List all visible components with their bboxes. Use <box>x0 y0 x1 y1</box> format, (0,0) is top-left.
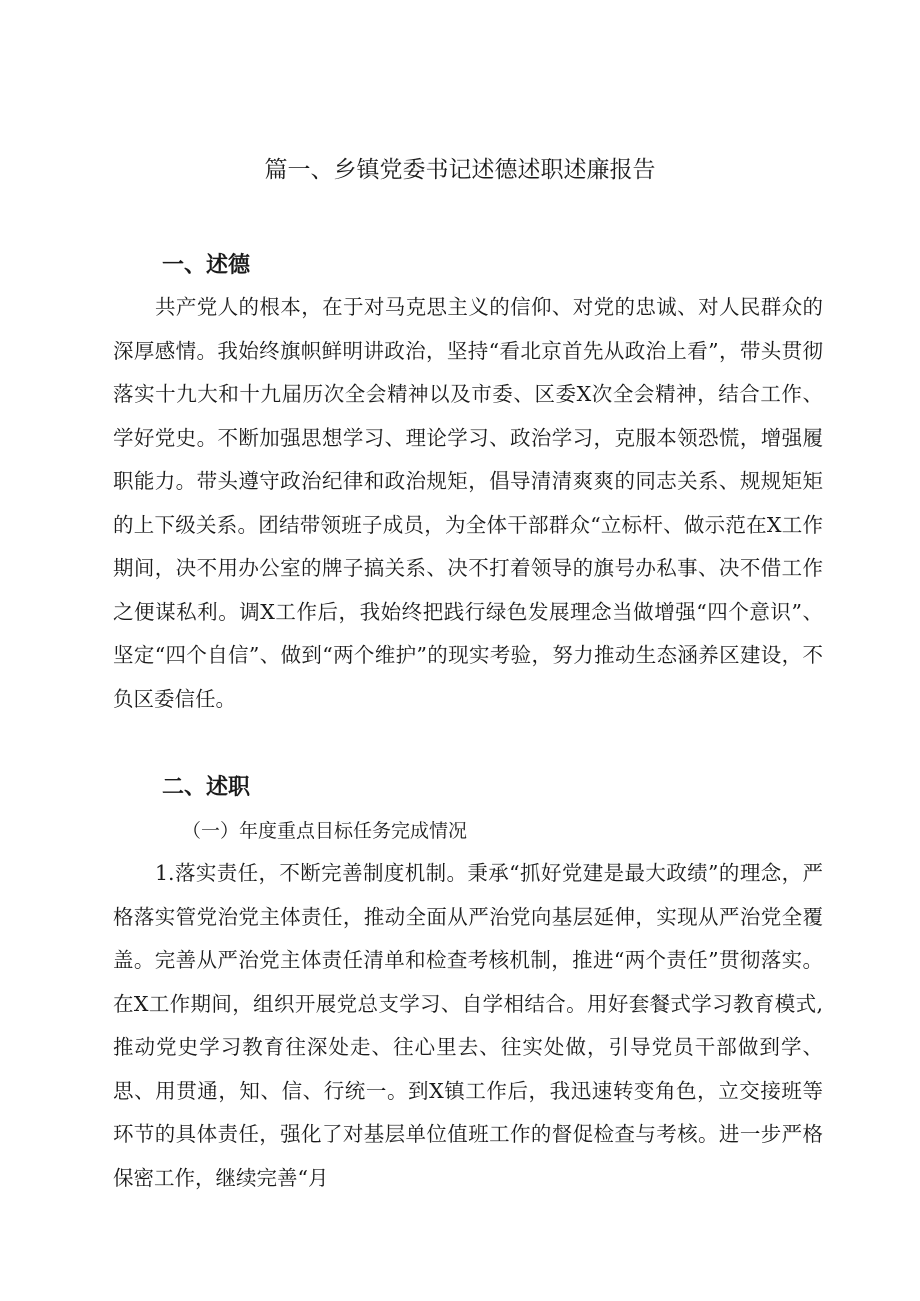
document-title: 篇一、乡镇党委书记述德述职述廉报告 <box>264 157 656 183</box>
section-paragraph-morality: 共产党人的根本，在于对马克思主义的信仰、对党的忠诚、对人民群众的深厚感情。我始终旗帜鲜明讲政治，坚持“看北京首先从政治上看”，带头贯彻落实十九大和十九届历次全会精神以及市委、区委X次全会精神，结合工作、学好党史。不断加强思想学习、理论学习、政治学习，克服本领恐慌，增强履职能力。带头遵守政治纪律和政治规矩，倡导清清爽爽的同志关系、规规矩矩的上下级关系。团结带领班子成员，为全体干部群众“立标杆、做示范在X工作期间，决不用办公室的牌子搞关系、决不打着领导的旗号办私事、决不借工作之便谋私利。调X工作后，我始终把践行绿色发展理念当做增强“四个意识”、坚定“四个自信”、做到“两个维护”的现实考验，努力推动生态涵养区建设，不负区委信任。 <box>113 295 823 711</box>
section-heading-duty: 二、述职 <box>162 775 251 800</box>
section-paragraph-duty: 1.落实责任，不断完善制度机制。秉承“抓好党建是最大政绩”的理念，严格落实管党治党主体责任，推动全面从严治党向基层延伸，实现从严治党全覆盖。完善从严治党主体责任清单和检查考核机制，推进“两个责任”贯彻落实。在X工作期间，组织开展党总支学习、自学相结合。用好套餐式学习教育模式,推动党史学习教育往深处走、往心里去、往实处做，引导党员干部做到学、思、用贯通，知、信、行统一。到X镇工作后，我迅速转变角色，立交接班等环节的具体责任，强化了对基层单位值班工作的督促检查与考核。进一步严格保密工作，继续完善“月 <box>113 861 823 1190</box>
section-heading-morality: 一、述德 <box>162 253 251 278</box>
section-subheading-tasks: （一）年度重点目标任务完成情况 <box>182 820 468 842</box>
